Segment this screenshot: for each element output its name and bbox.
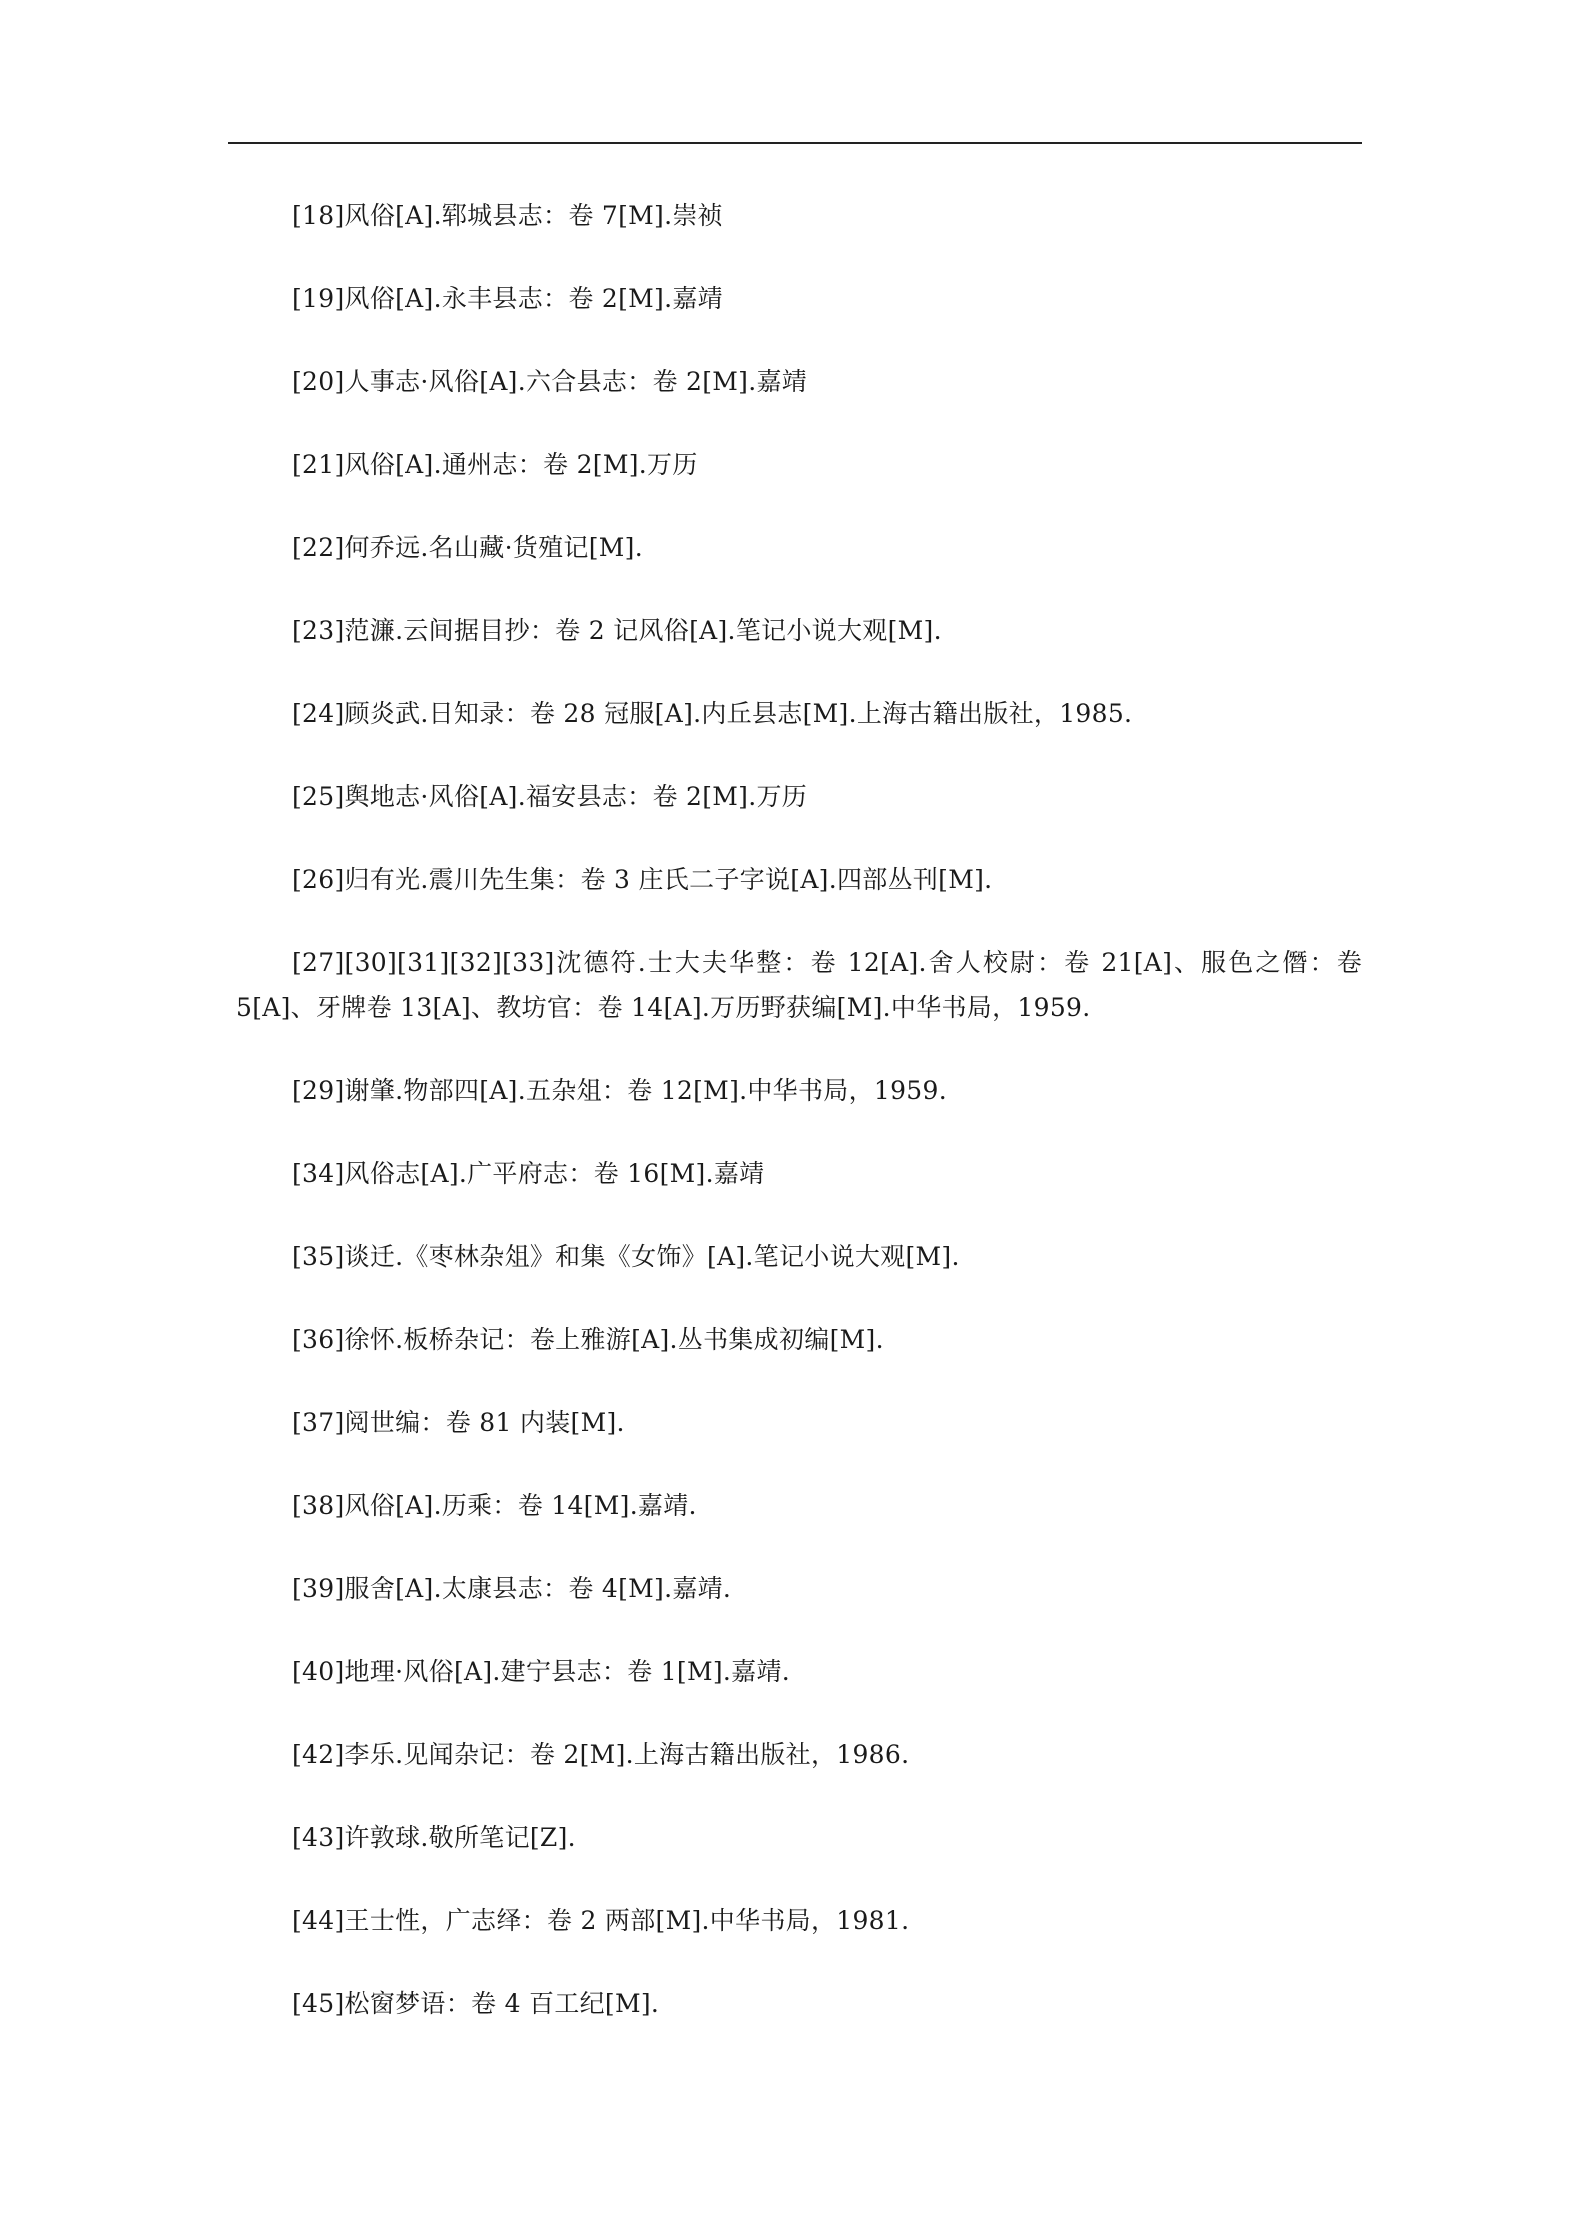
- reference-item: [29]谢肇.物部四[A].五杂俎：卷 12[M].中华书局，1959.: [292, 1076, 947, 1105]
- reference-item: [45]松窗梦语：卷 4 百工纪[M].: [292, 1989, 660, 2018]
- reference-item: [21]风俗[A].通州志：卷 2[M].万历: [292, 450, 698, 479]
- reference-item: [23]范濂.云间据目抄：卷 2 记风俗[A].笔记小说大观[M].: [292, 616, 942, 645]
- reference-item: [25]舆地志·风俗[A].福安县志：卷 2[M].万历: [292, 782, 808, 811]
- reference-item: [40]地理·风俗[A].建宁县志：卷 1[M].嘉靖.: [292, 1657, 791, 1686]
- reference-list: [236, 193, 1362, 2064]
- reference-item: [42]李乐.见闻杂记：卷 2[M].上海古籍出版社，1986.: [292, 1740, 910, 1769]
- reference-item: [34]风俗志[A].广平府志：卷 16[M].嘉靖: [292, 1159, 765, 1188]
- reference-item: [18]风俗[A].郓城县志：卷 7[M].崇祯: [292, 201, 723, 230]
- reference-item: [26]归有光.震川先生集：卷 3 庄氏二子字说[A].四部丛刊[M].: [292, 865, 993, 894]
- reference-item: [19]风俗[A].永丰县志：卷 2[M].嘉靖: [292, 284, 723, 313]
- reference-item: [37]阅世编：卷 81 内装[M].: [292, 1408, 625, 1437]
- reference-item: [24]顾炎武.日知录：卷 28 冠服[A].内丘县志[M].上海古籍出版社，1985.: [292, 699, 1133, 728]
- reference-item: [27][30][31][32][33]沈德符.士大夫华整：卷 12[A].舍人校尉：卷 21[A]、服色之僭：卷 5[A]、牙牌卷 13[A]、教坊官：卷 14[A].万历野获编[M].中华书局，1959.: [236, 948, 1362, 1022]
- reference-item: [38]风俗[A].历乘：卷 14[M].嘉靖.: [292, 1491, 697, 1520]
- reference-item: [22]何乔远.名山藏·货殖记[M].: [292, 533, 643, 562]
- reference-item: [35]谈迁.《枣林杂俎》和集《女饰》[A].笔记小说大观[M].: [292, 1242, 960, 1271]
- reference-item: [44]王士性，广志绎：卷 2 两部[M].中华书局，1981.: [292, 1906, 910, 1935]
- reference-item: [36]徐怀.板桥杂记：卷上雅游[A].丛书集成初编[M].: [292, 1325, 884, 1354]
- reference-item: [39]服舍[A].太康县志：卷 4[M].嘉靖.: [292, 1574, 732, 1603]
- header-rule: [228, 142, 1362, 144]
- reference-item: [43]许敦球.敬所笔记[Z].: [292, 1823, 576, 1852]
- reference-item: [20]人事志·风俗[A].六合县志：卷 2[M].嘉靖: [292, 367, 808, 396]
